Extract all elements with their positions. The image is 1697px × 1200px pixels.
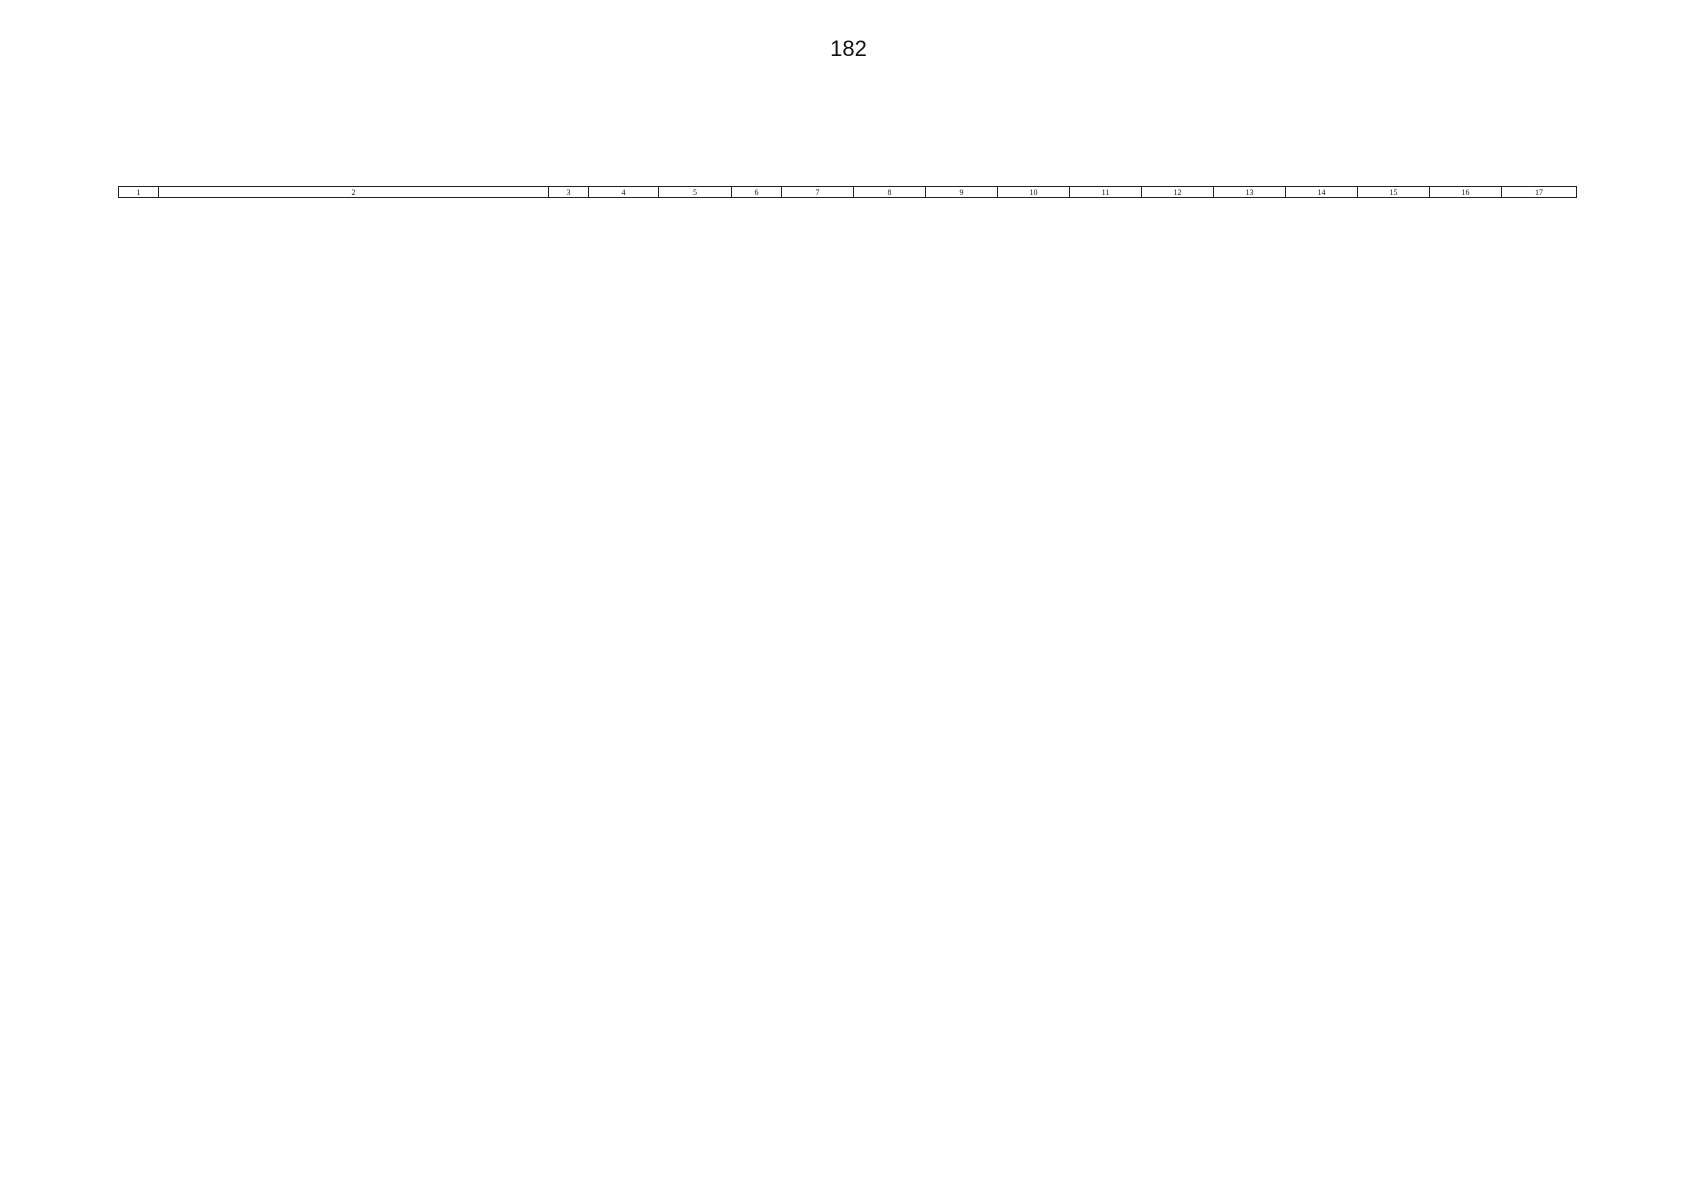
- column-header: 8: [854, 187, 926, 198]
- column-header: 9: [926, 187, 998, 198]
- column-header: 12: [1142, 187, 1214, 198]
- column-header: 14: [1286, 187, 1358, 198]
- column-header: 5: [659, 187, 732, 198]
- column-header: 4: [589, 187, 659, 198]
- column-header: 2: [159, 187, 549, 198]
- column-header: 16: [1430, 187, 1502, 198]
- column-header: 3: [549, 187, 589, 198]
- column-header: 15: [1358, 187, 1430, 198]
- header-row: [119, 187, 1577, 198]
- column-header: 6: [732, 187, 782, 198]
- column-header: 13: [1214, 187, 1286, 198]
- column-header: 1: [119, 187, 159, 198]
- column-header: 17: [1502, 187, 1577, 198]
- column-header: 7: [782, 187, 854, 198]
- page-number: 182: [830, 36, 867, 61]
- housing-table: [118, 186, 1577, 198]
- column-header: 11: [1070, 187, 1142, 198]
- column-header: 10: [998, 187, 1070, 198]
